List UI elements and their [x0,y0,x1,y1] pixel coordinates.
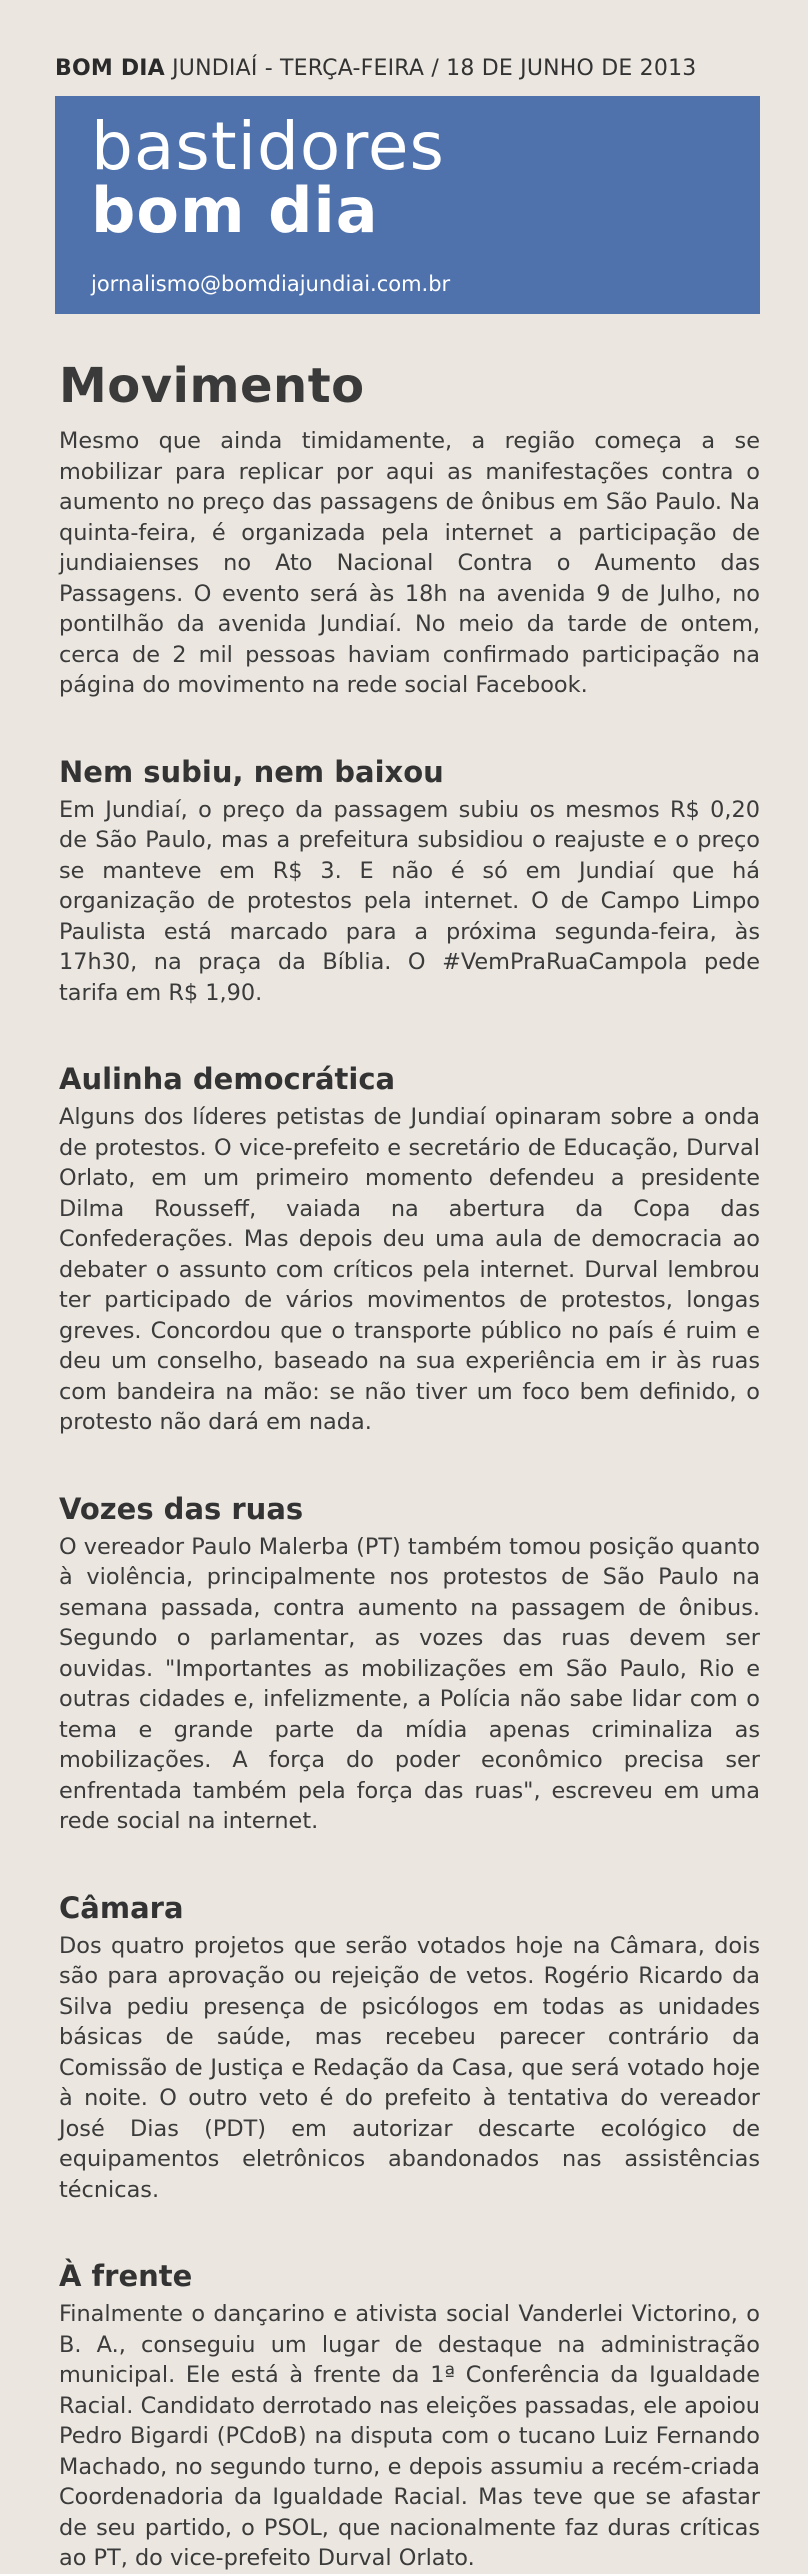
masthead-brand: BOM DIA [55,56,165,81]
banner-title-line1: bastidores [91,108,445,185]
section-movimento [59,358,760,701]
column-banner [55,96,760,314]
section-body: Finalmente o dançarino e ativista social Vanderlei Victorino, o B. A., conseguiu um lugar de destaque na administração municipal. Ele está à frente da 1ª Conferência da Igualdade Racial. Candidato derrotado nas eleições passadas, ele apoiou Pedro Bigardi (PCdoB) na disputa com o tucano Luiz Fernando Machado, no segundo turno, e depois assumiu a recém-criada Coordenadoria da Igualdade Racial. Mas teve que se afastar de seu partido, o PSOL, que nacionalmente faz duras críticas ao PT, do vice-prefeito Durval Orlato. [59,2301,760,2571]
banner-email: jornalismo@bomdiajundiai.com.br [91,272,451,296]
section-title: Vozes das ruas [59,1491,304,1526]
section-title: Nem subiu, nem baixou [59,754,444,789]
section-vozes [59,1492,760,1837]
masthead [55,0,760,90]
section-body: Alguns dos líderes petistas de Jundiaí opinaram sobre a onda de protestos. O vice-prefeito e secretário de Educação, Durval Orlato, em um primeiro momento defendeu a presidente Dilma Rousseff, vaiada na abertura da Copa das Confederações. Mas depois deu uma aula de democracia ao debater o assunto com críticos pela internet. Durval lembrou ter participado de vários movimentos de protestos, longas greves. Concordou que o transporte público no país é ruim e deu um conselho, baseado na sua experiência em ir às ruas com bandeira na mão: se não tiver um foco bem definido, o protesto não dará em nada. [59,1104,760,1435]
section-title: Câmara [59,1890,184,1925]
section-title: Aulinha democrática [59,1062,396,1096]
section-a-frente [59,2259,760,2574]
section-body: Dos quatro projetos que serão votados hoje na Câmara, dois são para aprovação ou rejeição de vetos. Rogério Ricardo da Silva pediu presença de psicólogos em todas as unidades básicas de saúde, mas recebeu parecer contrário da Comissão de Justiça e Redação da Casa, que será votado hoje à noite. O outro veto é do prefeito à tentativa do vereador José Dias (PDT) em autorizar descarte ecológico de equipamentos eletrônicos abandonados nas assistências técnicas. [59,1932,760,2203]
column-content [55,314,760,2574]
section-body: Em Jundiaí, o preço da passagem subiu os mesmos R$ 0,20 de São Paulo, mas a prefeitura subsidiou o reajuste e o preço se manteve em R$ 3. E não é só em Jundiaí que há organização de protestos pela internet. O de Campo Limpo Paulista está marcado para a próxima segunda-feira, às 17h30, na praça da Bíblia. O #VemPraRuaCampola pede tarifa em R$ 1,90. [59,796,760,1006]
section-title: À frente [59,2259,193,2293]
section-aulinha [59,1062,760,1438]
section-nem-subiu [59,755,760,1009]
section-body: O vereador Paulo Malerba (PT) também tomou posição quanto à violência, principalmente nos protestos de São Paulo na semana passada, contra aumento na passagem de ônibus. Segundo o parlamentar, as vozes das ruas devem ser ouvidas. "Importantes as mobilizações em São Paulo, Rio e outras cidades e, infelizmente, a Polícia não sabe lidar com o tema e grande parte da mídia apenas criminaliza as mobilizações. A força do poder econômico precisa ser enfrentada também pela força das ruas", escreveu em uma rede social na internet. [59,1533,760,1834]
banner-title-line2: bom dia [91,174,379,247]
masthead-info: JUNDIAÍ - TERÇA-FEIRA / 18 DE JUNHO DE 2013 [164,56,697,81]
section-camara [59,1891,760,2206]
section-title: Movimento [59,358,365,414]
section-body: Mesmo que ainda timidamente, a região começa a se mobilizar para replicar por aqui as manifestações contra o aumento no preço das passagens de ônibus em São Paulo. Na quinta-feira, é organizada pela internet a participação de jundiaienses no Ato Nacional Contra o Aumento das Passagens. O evento será às 18h na avenida 9 de Julho, no pontilhão da avenida Jundiaí. No meio da tarde de ontem, cerca de 2 mil pessoas haviam confirmado participação na página do movimento na rede social Facebook. [59,428,760,698]
